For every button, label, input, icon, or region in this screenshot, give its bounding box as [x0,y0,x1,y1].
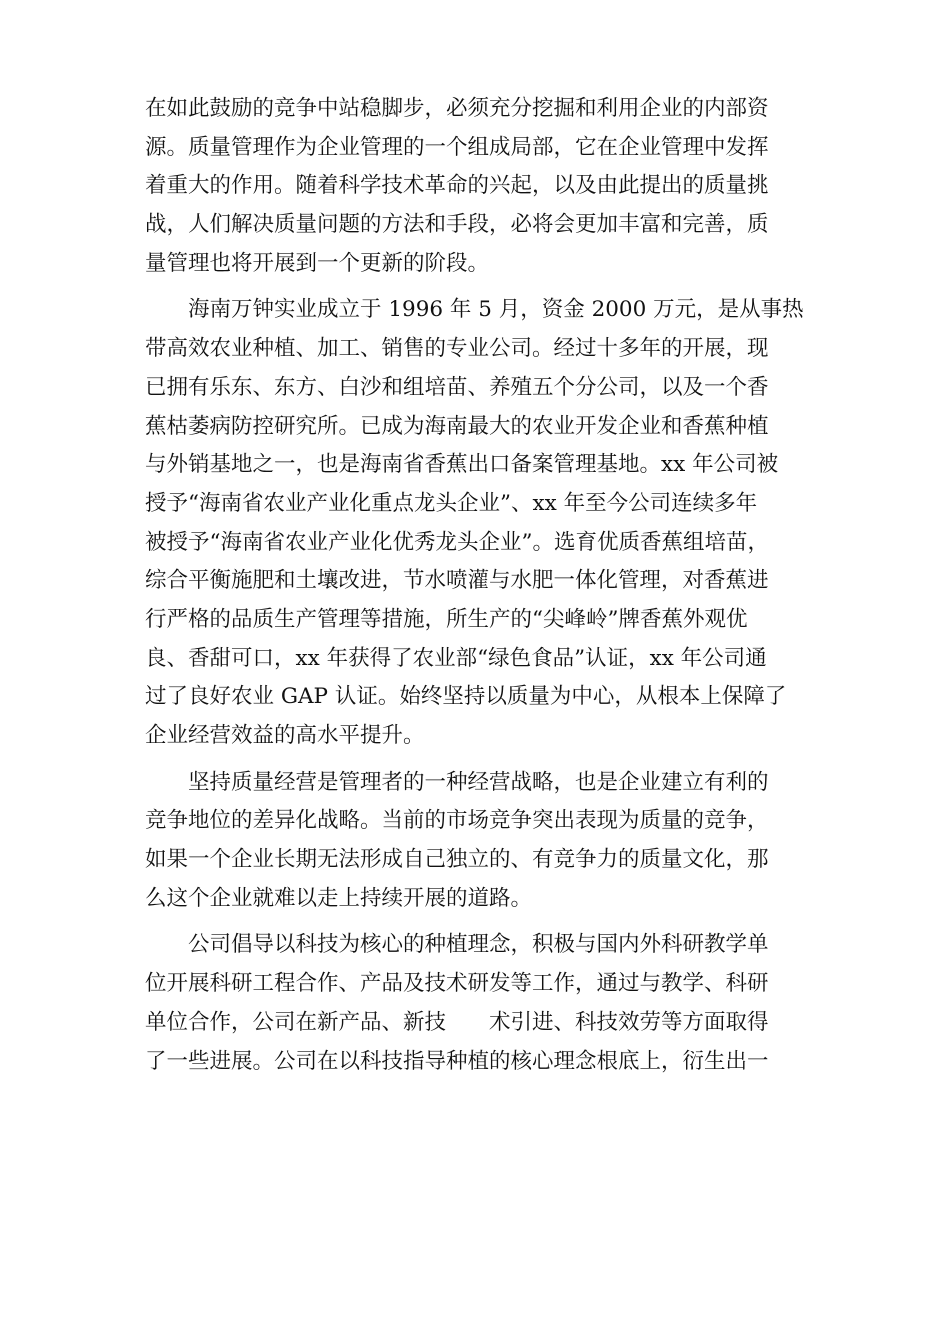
body-text [145,90,805,1081]
text-line: 在如此鼓励的竞争中站稳脚步，必须充分挖掘和利用企业的内部资 [145,96,769,121]
text-line: 坚持质量经营是管理者的一种经营战略，也是企业建立有利的 [188,769,769,795]
text-line: 被授予“海南省农业产业化优秀龙头企业”。选育优质香蕉组培苗， [145,529,769,555]
text-line: 带高效农业种植、加工、销售的专业公司。经过十多年的开展，现 [145,336,769,362]
paragraph-gap [145,283,805,291]
text-line: 竞争地位的差异化战略。当前的市场竞争突出表现为质量的竞争， [145,808,769,834]
text-line: 已拥有乐东、东方、白沙和组培苗、养殖五个分公司，以及一个香 [145,374,769,400]
paragraph-gap [145,918,805,926]
text-line: 蕉枯萎病防控研究所。已成为海南最大的农业开发企业和香蕉种植 [145,413,769,439]
text-line: 位开展科研工程合作、产品及技术研发等工作，通过与教学、科研 [145,971,769,997]
text-line: 良、香甜可口，xx 年获得了农业部“绿色食品”认证，xx 年公司通 [145,645,767,671]
text-line: 量管理也将开展到一个更新的阶段。 [145,250,490,276]
paragraph [145,764,805,919]
text-line: 单位合作，公司在新产品、新技 术引进、科技效劳等方面取得 [145,1009,769,1035]
text-line: 着重大的作用。随着科学技术革命的兴起，以及由此提出的质量挑 [145,173,769,199]
text-line: 战，人们解决质量问题的方法和手段，必将会更加丰富和完善，质 [145,212,769,238]
text-line: 与外销基地之一，也是海南省香蕉出口备案管理基地。xx 年公司被 [145,452,779,478]
text-line: 么这个企业就难以走上持续开展的道路。 [145,885,533,911]
paragraph [145,291,805,755]
text-line: 了一些进展。公司在以科技指导种植的核心理念根底上，衍生出一 [145,1048,769,1074]
paragraph [145,926,805,1081]
text-line: 海南万钟实业成立于 1996 年 5 月，资金 2000 万元，是从事热 [188,297,804,323]
text-line: 源。质量管理作为企业管理的一个组成局部，它在企业管理中发挥 [145,134,769,160]
text-line: 企业经营效益的高水平提升。 [145,723,425,748]
text-line: 过了良好农业 GAP 认证。始终坚持以质量为中心，从根本上保障了 [145,684,787,710]
text-line: 综合平衡施肥和土壤改进，节水喷灌与水肥一体化管理，对香蕉进 [145,568,769,594]
text-line: 行严格的品质生产管理等措施，所生产的“尖峰岭”牌香蕉外观优 [145,606,748,632]
text-line: 公司倡导以科技为核心的种植理念，积极与国内外科研教学单 [188,932,769,958]
text-line: 如果一个企业长期无法形成自己独立的、有竞争力的质量文化，那 [145,847,769,873]
text-line: 授予“海南省农业产业化重点龙头企业”、xx 年至今公司连续多年 [145,490,758,516]
paragraph-gap [145,756,805,764]
paragraph [145,90,805,283]
